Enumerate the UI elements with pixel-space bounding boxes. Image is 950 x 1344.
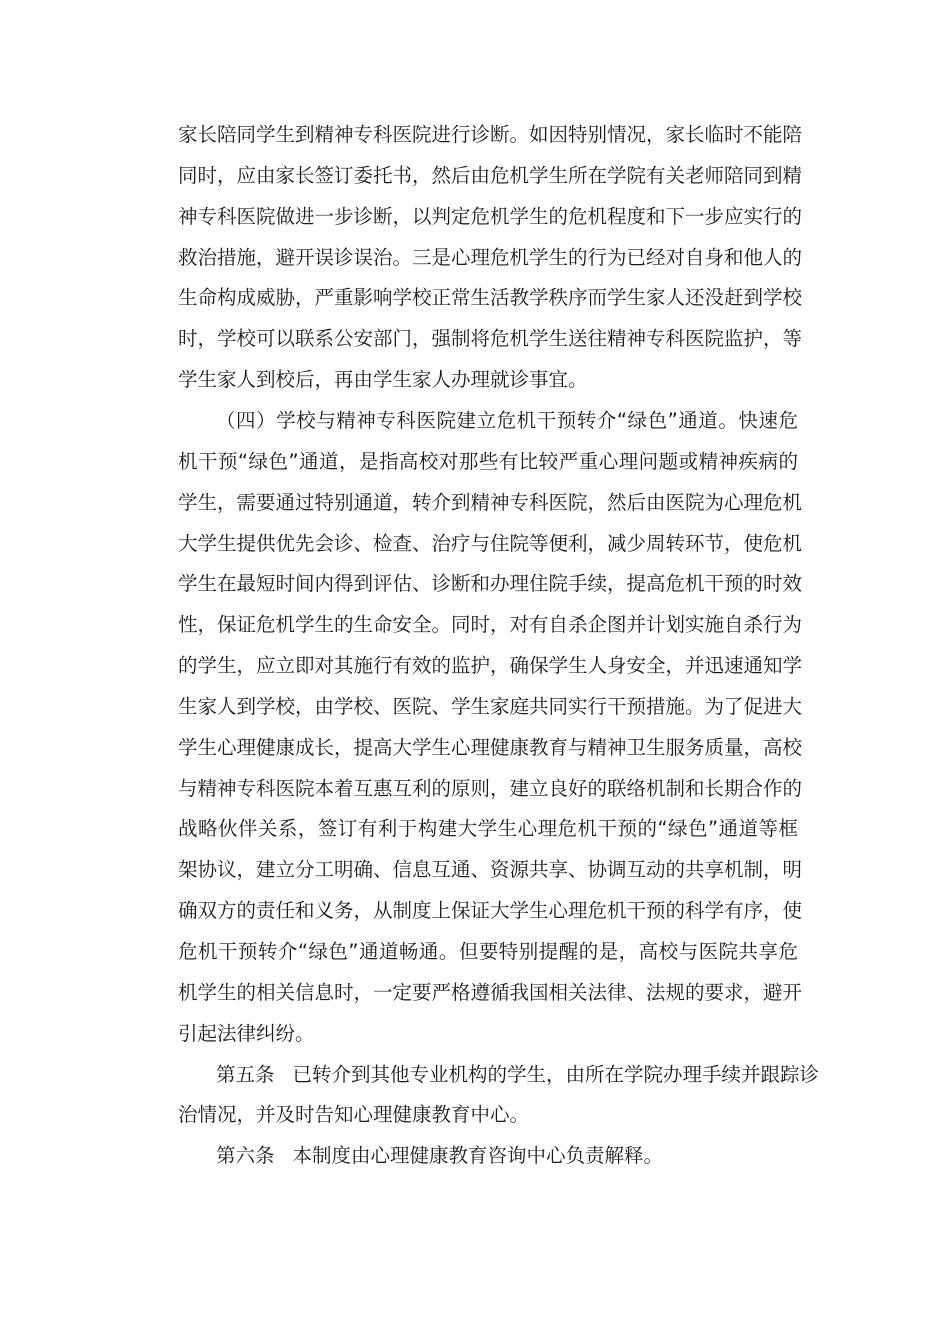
paragraph-line: 大学生提供优先会诊、检查、治疗与住院等便利，减少周转环节，使危机 xyxy=(178,532,803,555)
paragraph-line: 性，保证危机学生的生命安全。同时，对有自杀企图并计划实施自杀行为 xyxy=(178,613,803,636)
paragraph-line: 确双方的责任和义务，从制度上保证大学生心理危机干预的科学有序，使 xyxy=(178,899,803,922)
paragraph-line: 的学生，应立即对其施行有效的监护，确保学生人身安全，并迅速通知学 xyxy=(178,654,803,677)
article-6-text: 本制度由心理健康教育咨询中心负责解释。 xyxy=(292,1144,664,1167)
paragraph-line: 家长陪同学生到精神专科医院进行诊断。如因特别情况，家长临时不能陪 xyxy=(178,123,803,146)
article-5-line xyxy=(216,1062,820,1088)
paragraph-line: 机学生的相关信息时，一定要严格遵循我国相关法律、法规的要求，避开 xyxy=(178,981,803,1004)
article-5-continuation: 治情况，并及时告知心理健康教育中心。 xyxy=(178,1103,530,1126)
article-6-label: 第六条 xyxy=(216,1144,275,1167)
paragraph-line: 时，学校可以联系公安部门，强制将危机学生送往精神专科医院监护，等 xyxy=(178,327,803,350)
article-5-label: 第五条 xyxy=(216,1063,275,1086)
paragraph-line: 学生，需要通过特别通道，转介到精神专科医院，然后由医院为心理危机 xyxy=(178,491,803,514)
paragraph-line: 战略伙伴关系，签订有利于构建大学生心理危机干预的“绿色”通道等框 xyxy=(178,817,798,840)
article-5-text: 已转介到其他专业机构的学生，由所在学院办理手续并跟踪诊 xyxy=(292,1063,820,1086)
paragraph-line: 神专科医院做进一步诊断，以判定危机学生的危机程度和下一步应实行的 xyxy=(178,205,803,228)
article-6-line xyxy=(216,1143,798,1169)
paragraph-line: 学生家人到校后，再由学生家人办理就诊事宜。 xyxy=(178,368,588,391)
paragraph-line: 学生在最短时间内得到评估、诊断和办理住院手续，提高危机干预的时效 xyxy=(178,572,803,595)
paragraph-line: 与精神专科医院本着互惠互利的原则，建立良好的联络机制和长期合作的 xyxy=(178,777,803,800)
paragraph-line: 生家人到学校，由学校、医院、学生家庭共同实行干预措施。为了促进大 xyxy=(178,695,803,718)
paragraph-line: 学生心理健康成长，提高大学生心理健康教育与精神卫生服务质量，高校 xyxy=(178,736,803,759)
paragraph-line: 机干预“绿色”通道，是指高校对那些有比较严重心理问题或精神疾病的 xyxy=(178,450,798,473)
paragraph-line: 同时，应由家长签订委托书，然后由危机学生所在学院有关老师陪同到精 xyxy=(178,164,803,187)
paragraph-line: （四）学校与精神专科医院建立危机干预转介“绿色”通道。快速危 xyxy=(216,409,798,432)
paragraph-line: 生命构成威胁，严重影响学校正常生活教学秩序而学生家人还没赶到学校 xyxy=(178,286,803,309)
paragraph-line: 引起法律纠纷。 xyxy=(178,1022,315,1045)
paragraph-line: 救治措施，避开误诊误治。三是心理危机学生的行为已经对自身和他人的 xyxy=(178,246,803,269)
paragraph-line: 架协议，建立分工明确、信息互通、资源共享、协调互动的共享机制，明 xyxy=(178,858,803,881)
paragraph-line: 危机干预转介“绿色”通道畅通。但要特别提醒的是，高校与医院共享危 xyxy=(178,940,798,963)
